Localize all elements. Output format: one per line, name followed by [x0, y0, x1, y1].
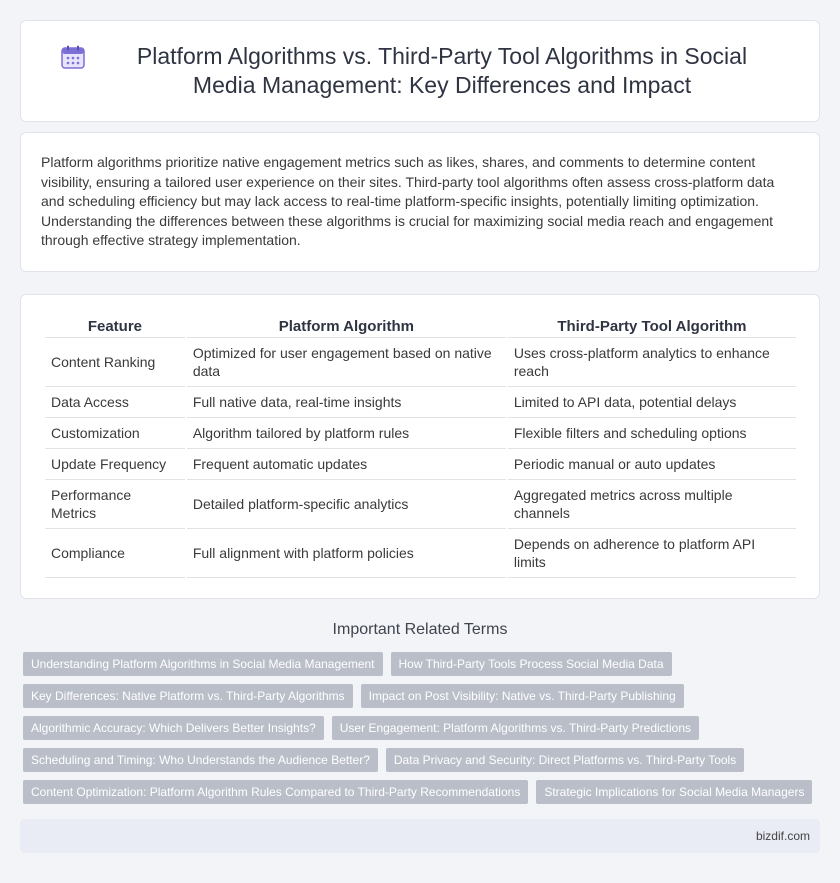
related-term-link[interactable]: How Third-Party Tools Process Social Media Data — [391, 652, 672, 676]
tag-row — [23, 748, 823, 772]
calendar-icon — [60, 44, 86, 70]
related-terms-title: Important Related Terms — [332, 621, 508, 638]
related-term-link[interactable]: Understanding Platform Algorithms in Social Media Management — [23, 652, 383, 676]
related-term-link[interactable]: Algorithmic Accuracy: Which Delivers Better Insights? — [23, 716, 324, 740]
table-row — [45, 387, 796, 418]
related-term-link[interactable]: Scheduling and Timing: Who Understands the Audience Better? — [23, 748, 378, 772]
comparison-table — [43, 311, 798, 578]
table-row — [45, 418, 796, 449]
table-cell: Customization — [45, 418, 185, 449]
tag-row — [23, 716, 823, 740]
related-term-link[interactable]: Content Optimization: Platform Algorithm Rules Compared to Third-Party Recommendations — [23, 780, 528, 804]
table-row — [45, 529, 796, 578]
table-row — [45, 449, 796, 480]
table-cell: Optimized for user engagement based on native data — [187, 338, 506, 387]
table-cell: Full alignment with platform policies — [187, 529, 506, 578]
footer — [20, 819, 820, 853]
table-cell: Depends on adherence to platform API limits — [508, 529, 796, 578]
related-term-link[interactable]: Strategic Implications for Social Media Managers — [536, 780, 812, 804]
title-wrap — [60, 42, 780, 100]
table-cell: Algorithm tailored by platform rules — [187, 418, 506, 449]
tag-row — [23, 780, 823, 804]
table-cell: Compliance — [45, 529, 185, 578]
table-cell: Update Frequency — [45, 449, 185, 480]
related-term-link[interactable]: User Engagement: Platform Algorithms vs. Third-Party Predictions — [332, 716, 699, 740]
header-feature: Feature — [45, 311, 185, 338]
table-row — [45, 480, 796, 529]
related-terms-list — [23, 652, 823, 812]
table-cell: Periodic manual or auto updates — [508, 449, 796, 480]
header-platform-algorithm: Platform Algorithm — [187, 311, 506, 338]
intro-text: Platform algorithms prioritize native engagement metrics such as likes, shares, and comments to determine content visibility, ensuring a tailored user experience on their sites. Third-party tool algorithms often assess cross-platform data and scheduling efficiency but may lack access to real-time platform-specific insights, potentially limiting optimization. Understanding the differences between these algorithms is crucial for maximizing social media reach and engagement through effective strategy implementation. — [41, 154, 775, 249]
table-cell: Content Ranking — [45, 338, 185, 387]
table-cell: Frequent automatic updates — [187, 449, 506, 480]
table-header-row — [45, 311, 796, 338]
table-cell: Performance Metrics — [45, 480, 185, 529]
footer-site-link[interactable]: bizdif.com — [755, 829, 810, 843]
table-cell: Aggregated metrics across multiple channels — [508, 480, 796, 529]
table-cell: Full native data, real-time insights — [187, 387, 506, 418]
intro-card — [20, 132, 820, 272]
table-cell: Flexible filters and scheduling options — [508, 418, 796, 449]
page-title: Platform Algorithms vs. Third-Party Tool Algorithms in Social Media Management: Key Differences and Impact — [136, 43, 748, 98]
related-term-link[interactable]: Data Privacy and Security: Direct Platforms vs. Third-Party Tools — [386, 748, 744, 772]
comparison-table-card — [20, 294, 820, 599]
table-cell: Uses cross-platform analytics to enhance reach — [508, 338, 796, 387]
table-cell: Limited to API data, potential delays — [508, 387, 796, 418]
table-row — [45, 338, 796, 387]
related-term-link[interactable]: Impact on Post Visibility: Native vs. Third-Party Publishing — [361, 684, 684, 708]
table-cell: Detailed platform-specific analytics — [187, 480, 506, 529]
header-third-party-algorithm: Third-Party Tool Algorithm — [508, 311, 796, 338]
related-term-link[interactable]: Key Differences: Native Platform vs. Third-Party Algorithms — [23, 684, 353, 708]
table-cell: Data Access — [45, 387, 185, 418]
tag-row — [23, 684, 823, 708]
tag-row — [23, 652, 823, 676]
header-card — [20, 20, 820, 122]
